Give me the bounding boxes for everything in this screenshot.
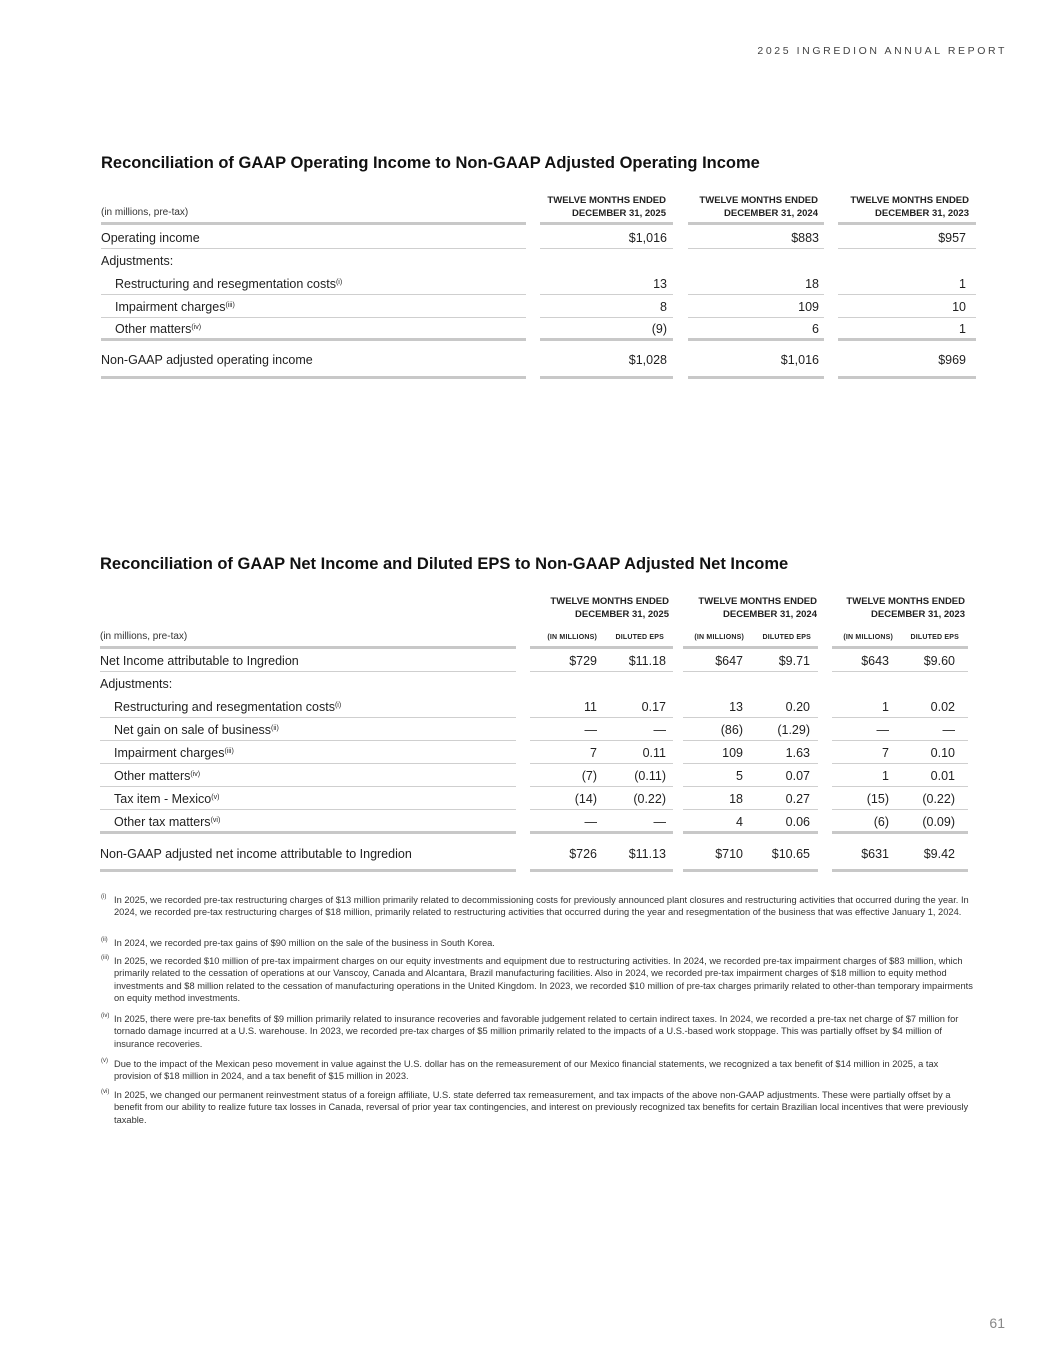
header-rule (832, 646, 968, 649)
report-header: 2025 INGREDION ANNUAL REPORT (757, 45, 1007, 57)
row-rule (683, 740, 818, 741)
footnote-ref: (iv) (191, 324, 202, 331)
value-cell: (0.11) (634, 769, 666, 783)
header-rule (540, 222, 673, 225)
row-rule (101, 294, 526, 295)
row-rule (832, 763, 968, 764)
subheader-diluted-eps: DILUTED EPS (910, 634, 959, 641)
row-label-text: Other matters (114, 769, 191, 783)
row-rule (100, 809, 516, 810)
footnote-text: In 2024, we recorded pre-tax gains of $90 million on the sale of the business in South Korea. (114, 938, 495, 948)
value-cell: 0.01 (930, 769, 955, 783)
value-cell: (1.29) (777, 723, 810, 737)
footnote-ref: (i) (335, 279, 343, 286)
row-rule (100, 786, 516, 787)
value-cell: 1 (959, 322, 966, 336)
value-cell: — (942, 723, 955, 737)
bottom-rule (530, 869, 673, 872)
row-label (115, 300, 235, 314)
subheader-in-millions: (IN MILLIONS) (694, 634, 744, 641)
bottom-rule (838, 376, 976, 379)
value-cell: (7) (581, 769, 597, 783)
value-cell: (9) (651, 322, 667, 336)
row-rule (688, 248, 824, 249)
footnote-ref: (iii) (225, 302, 235, 309)
row-rule (683, 763, 818, 764)
row-label-text: Net gain on sale of business (114, 723, 272, 737)
row-label (114, 815, 220, 829)
row-label (114, 746, 234, 760)
total-rule (540, 338, 673, 341)
footnote-ref: (iii) (224, 748, 234, 755)
row-label-text: Adjustments: (101, 254, 174, 268)
row-label-text: Other matters (115, 322, 192, 336)
value-cell: (86) (720, 723, 743, 737)
value-cell: 0.11 (642, 746, 666, 760)
table1-title: Reconciliation of GAAP Operating Income to Non-GAAP Adjusted Operating Income (101, 154, 760, 172)
row-rule (100, 740, 516, 741)
row-rule (688, 294, 824, 295)
value-cell: — (584, 723, 597, 737)
value-cell: $1,028 (628, 353, 667, 367)
row-label (114, 769, 200, 783)
value-cell: $10.65 (771, 847, 810, 861)
row-label-text: Restructuring and resegmentation costs (115, 277, 336, 291)
footnote-ref: (v) (211, 794, 220, 801)
subheader-in-millions: (IN MILLIONS) (843, 634, 893, 641)
header-rule (838, 222, 976, 225)
header-rule (101, 222, 526, 225)
row-label-text: Other tax matters (114, 815, 211, 829)
row-rule (688, 317, 824, 318)
value-cell: (6) (873, 815, 889, 829)
footnote-mark: (iii) (101, 955, 109, 961)
value-cell: 0.07 (785, 769, 810, 783)
total-rule (530, 831, 673, 834)
row-rule (540, 248, 673, 249)
row-label-text: Non-GAAP adjusted net income attributable to Ingredion (100, 847, 412, 861)
footnote-mark: (ii) (101, 937, 108, 943)
value-cell: 1 (959, 277, 966, 291)
value-cell: (0.22) (633, 792, 666, 806)
value-cell: — (876, 723, 889, 737)
value-cell: $1,016 (628, 231, 667, 245)
row-label-text: Tax item - Mexico (114, 792, 212, 806)
value-cell: $631 (861, 847, 889, 861)
total-rule (688, 338, 824, 341)
bottom-rule (688, 376, 824, 379)
bottom-rule (832, 869, 968, 872)
value-cell: $969 (938, 353, 966, 367)
table2-col-2023: TWELVE MONTHS ENDED DECEMBER 31, 2023 (846, 596, 965, 620)
footnote-ref: (iv) (190, 771, 201, 778)
row-rule (832, 740, 968, 741)
total-rule (683, 831, 818, 834)
total-rule (832, 831, 968, 834)
footnote-mark: (v) (101, 1058, 108, 1064)
value-cell: $883 (791, 231, 819, 245)
value-cell: 0.17 (641, 700, 666, 714)
value-cell: 10 (952, 300, 966, 314)
value-cell: 13 (729, 700, 743, 714)
footnote-ref: (ii) (271, 725, 279, 732)
value-cell: $9.71 (778, 654, 810, 668)
table2-title: Reconciliation of GAAP Net Income and Diluted EPS to Non-GAAP Adjusted Net Income (100, 555, 789, 573)
row-rule (101, 317, 526, 318)
value-cell: $643 (861, 654, 889, 668)
row-rule (100, 763, 516, 764)
value-cell: 1.63 (785, 746, 810, 760)
row-rule (838, 317, 976, 318)
row-rule (530, 809, 673, 810)
value-cell: (14) (574, 792, 597, 806)
total-rule (100, 831, 516, 834)
table2-col-2024: TWELVE MONTHS ENDED DECEMBER 31, 2024 (698, 596, 817, 620)
row-rule (530, 717, 673, 718)
table1-col-2024: TWELVE MONTHS ENDED DECEMBER 31, 2024 (699, 195, 818, 219)
row-label (115, 277, 342, 291)
row-label (100, 677, 172, 691)
row-rule (530, 763, 673, 764)
row-rule (540, 317, 673, 318)
value-cell: 18 (729, 792, 743, 806)
bottom-rule (683, 869, 818, 872)
row-rule (832, 671, 968, 672)
footnote-text: In 2025, we recorded $10 million of pre-tax impairment charges on our equity investments and equipment due to restructuring activities. In 2024, we recorded pre-tax impairment charges of $83 million, which primarily related to the cessation of operations at our Vanscoy, Canada and Alcantara, Brazil manufacturing facilities. Also in 2024, we recorded pre-tax impairment charges of $18 million to equity method investments and $8 million related to the cessation of manufacturing operations in the United Kingdom. In 2023, we recorded $10 million of pre-tax charges primarily related to other-than temporary impairments on equity method investments. (114, 956, 973, 1003)
value-cell: 18 (805, 277, 819, 291)
row-rule (683, 717, 818, 718)
footnote-ref: (i) (334, 702, 342, 709)
footnote-text: In 2025, we recorded pre-tax restructuring charges of $13 million primarily related to decommissioning costs for previously announced plant closures and restructuring activities that occurred during the year. In 2024, we recorded pre-tax restructuring charges of $18 million, primarily related to restructuring activities that occurred during the year and resegmentation of the business that was effective January 1, 2024. (114, 895, 969, 918)
footnote-mark: (iv) (101, 1013, 110, 1019)
value-cell: 8 (660, 300, 667, 314)
footnote-ref: (vi) (210, 817, 221, 824)
subheader-diluted-eps: DILUTED EPS (615, 634, 664, 641)
header-rule (683, 646, 818, 649)
row-rule (530, 671, 673, 672)
footnote-mark: (i) (101, 894, 107, 900)
row-rule (832, 786, 968, 787)
value-cell: 13 (653, 277, 667, 291)
row-label-text: Net Income attributable to Ingredion (100, 654, 299, 668)
table2-col-2025: TWELVE MONTHS ENDED DECEMBER 31, 2025 (550, 596, 669, 620)
value-cell: $9.60 (923, 654, 955, 668)
value-cell: $11.18 (628, 654, 666, 668)
row-label (115, 322, 201, 336)
value-cell: 109 (798, 300, 819, 314)
row-rule (838, 248, 976, 249)
table1-col-2023: TWELVE MONTHS ENDED DECEMBER 31, 2023 (850, 195, 969, 219)
row-label-text: Impairment charges (115, 300, 226, 314)
table1-col-2025: TWELVE MONTHS ENDED DECEMBER 31, 2025 (547, 195, 666, 219)
row-label-text: Impairment charges (114, 746, 225, 760)
row-label (114, 792, 219, 806)
value-cell: $11.13 (628, 847, 666, 861)
row-label-text: Non-GAAP adjusted operating income (101, 353, 313, 367)
row-rule (683, 786, 818, 787)
value-cell: $729 (569, 654, 597, 668)
total-rule (101, 338, 526, 341)
row-label-text: Adjustments: (100, 677, 173, 691)
row-label (101, 231, 200, 245)
value-cell: 0.06 (785, 815, 810, 829)
row-label (101, 353, 313, 367)
row-rule (101, 248, 526, 249)
value-cell: — (653, 815, 666, 829)
row-label-text: Operating income (101, 231, 200, 245)
value-cell: (15) (866, 792, 889, 806)
page-number: 61 (989, 1315, 1005, 1331)
value-cell: (0.09) (922, 815, 955, 829)
subheader-in-millions: (IN MILLIONS) (547, 634, 597, 641)
row-rule (530, 740, 673, 741)
value-cell: $726 (569, 847, 597, 861)
row-rule (832, 809, 968, 810)
bottom-rule (540, 376, 673, 379)
value-cell: 1 (882, 769, 889, 783)
value-cell: 0.10 (930, 746, 955, 760)
footnote-text: In 2025, there were pre-tax benefits of $9 million primarily related to insurance recoveries and favorable judgement related to certain indirect taxes. In 2024, we recorded a pre-tax net charge of $7 million for tornado damage incurred at a U.S. warehouse. In 2023, we recorded pre-tax charges of $5 million primarily related to the impacts of a U.S.-based work stoppage. This was partially offset by $4 million of insurance recoveries. (114, 1014, 959, 1049)
value-cell: $710 (715, 847, 743, 861)
row-rule (832, 717, 968, 718)
value-cell: 1 (882, 700, 889, 714)
value-cell: 109 (722, 746, 743, 760)
value-cell: — (653, 723, 666, 737)
row-label-text: Restructuring and resegmentation costs (114, 700, 335, 714)
row-label (101, 254, 173, 268)
value-cell: 0.27 (785, 792, 810, 806)
header-rule (530, 646, 673, 649)
footnote-text: Due to the impact of the Mexican peso movement in value against the U.S. dollar has on the remeasurement of our Mexico financial statements, we recognized a tax benefit of $14 million in 2025, a tax provision of $18 million in 2024, and a tax benefit of $15 million in 2023. (114, 1059, 939, 1082)
total-rule (838, 338, 976, 341)
row-rule (100, 671, 516, 672)
value-cell: $647 (715, 654, 743, 668)
value-cell: 11 (584, 700, 597, 714)
value-cell: 0.20 (785, 700, 810, 714)
value-cell: 5 (736, 769, 743, 783)
header-rule (688, 222, 824, 225)
value-cell: 7 (590, 746, 597, 760)
row-rule (683, 671, 818, 672)
footnote-mark: (vi) (101, 1089, 110, 1095)
row-label (114, 723, 279, 737)
table2-unit-label: (in millions, pre-tax) (100, 631, 188, 642)
bottom-rule (100, 869, 516, 872)
bottom-rule (101, 376, 526, 379)
row-rule (100, 717, 516, 718)
row-label (100, 654, 299, 668)
subheader-diluted-eps: DILUTED EPS (762, 634, 811, 641)
value-cell: $957 (938, 231, 966, 245)
value-cell: 6 (812, 322, 819, 336)
row-label (100, 847, 412, 861)
row-rule (530, 786, 673, 787)
value-cell: (0.22) (922, 792, 955, 806)
footnote-text: In 2025, we changed our permanent reinvestment status of a foreign affiliate, U.S. state deferred tax remeasurement, and tax impacts of the above non-GAAP adjustments. These were partially offset by a benefit from our ability to realize future tax losses in Canada, reversal of prior year tax contingencies, and interest on previously recognized tax benefits for certain Brazilian local incentives that were previously taxable. (114, 1090, 969, 1125)
row-rule (838, 294, 976, 295)
row-rule (540, 294, 673, 295)
header-rule (100, 646, 516, 649)
value-cell: 4 (736, 815, 743, 829)
value-cell: 7 (882, 746, 889, 760)
value-cell: 0.02 (930, 700, 955, 714)
row-label (114, 700, 341, 714)
value-cell: — (584, 815, 597, 829)
value-cell: $9.42 (923, 847, 955, 861)
table1-unit-label: (in millions, pre-tax) (101, 207, 189, 218)
value-cell: $1,016 (780, 353, 819, 367)
row-rule (683, 809, 818, 810)
